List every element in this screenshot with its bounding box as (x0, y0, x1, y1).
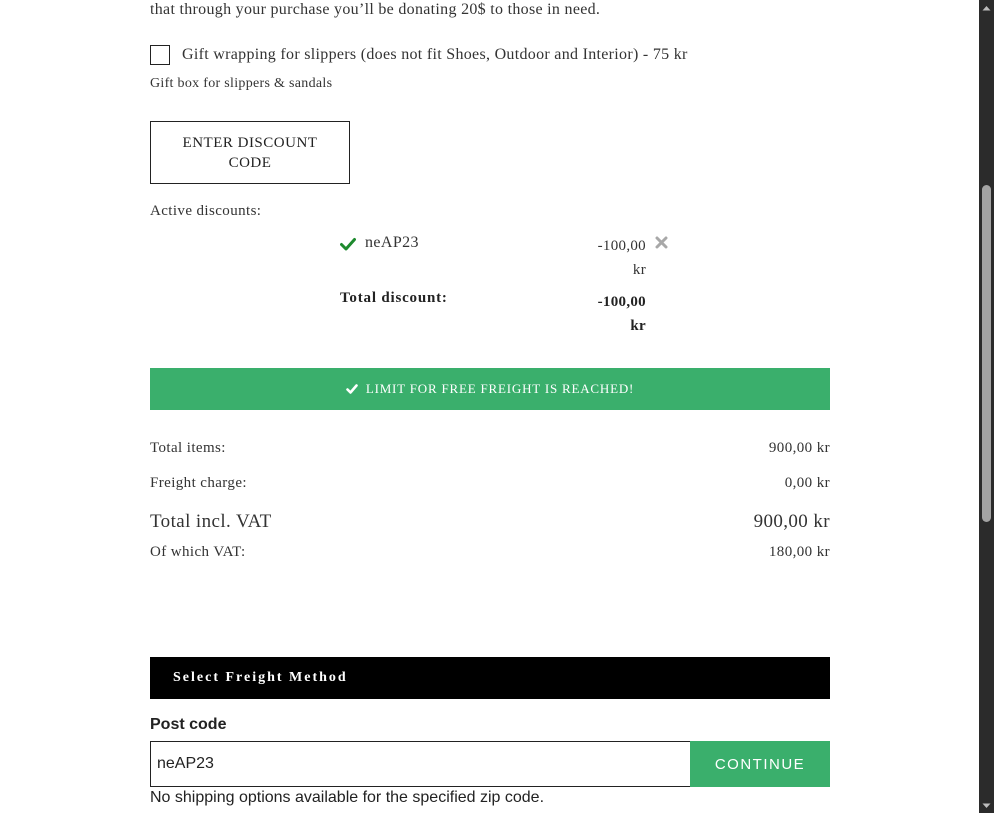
close-icon[interactable] (655, 236, 668, 249)
freight-charge-row (150, 475, 830, 492)
total-discount-label: Total discount: (340, 290, 448, 306)
donation-text: that through your purchase you’ll be donating 20$ to those in need. (150, 1, 601, 18)
enter-discount-code-button[interactable] (150, 121, 350, 184)
vat-value: 180,00 kr (768, 544, 830, 560)
shipping-options-message: No shipping options available for the specified zip code. (150, 789, 545, 806)
free-freight-text: LIMIT FOR FREE FREIGHT IS REACHED! (365, 381, 635, 396)
discount-amount: -100,00 kr (597, 238, 646, 278)
chevron-up-icon (982, 5, 991, 11)
total-items-value: 900,00 kr (768, 440, 830, 456)
total-incl-vat-value: 900,00 kr (753, 511, 830, 532)
select-freight-method-header: Select Freight Method (150, 657, 830, 699)
vertical-scrollbar[interactable] (979, 0, 994, 813)
total-incl-vat-row (150, 511, 830, 533)
chevron-down-icon (982, 803, 991, 809)
active-discounts-label: Active discounts: (150, 203, 262, 219)
gift-wrapping-sublabel: Gift box for slippers & sandals (150, 76, 333, 91)
vat-label: Of which VAT: (150, 544, 246, 560)
check-icon (346, 383, 358, 395)
scroll-up-button[interactable] (979, 0, 994, 15)
post-code-input[interactable] (150, 741, 691, 787)
post-code-label: Post code (150, 716, 227, 733)
free-freight-banner (150, 368, 830, 410)
scroll-down-button[interactable] (979, 798, 994, 813)
gift-wrapping-checkbox[interactable] (150, 45, 170, 65)
scrollbar-thumb[interactable] (982, 185, 991, 522)
check-icon (340, 236, 356, 252)
freight-charge-label: Freight charge: (150, 475, 247, 491)
enter-discount-code-label: ENTER DISCOUNT CODE (182, 134, 318, 171)
vat-row (150, 544, 830, 561)
total-items-label: Total items: (150, 440, 226, 456)
continue-button[interactable]: CONTINUE (690, 741, 830, 787)
gift-wrapping-label[interactable]: Gift wrapping for slippers (does not fit Shoes, Outdoor and Interior) - 75 kr (182, 46, 688, 63)
freight-charge-value: 0,00 kr (784, 475, 830, 491)
total-discount-amount: -100,00 kr (597, 294, 646, 334)
total-items-row (150, 440, 830, 457)
total-incl-vat-label: Total incl. VAT (150, 511, 272, 532)
discount-code: neAP23 (365, 234, 419, 251)
gift-wrapping-option[interactable] (150, 44, 830, 66)
